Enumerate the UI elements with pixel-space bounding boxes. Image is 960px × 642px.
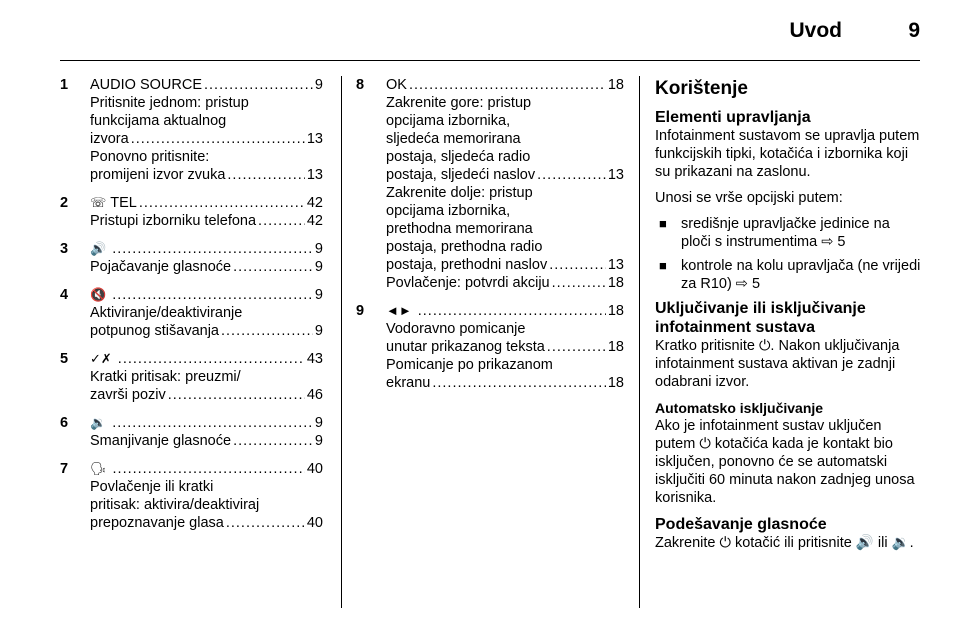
- control-entry: [60, 240, 323, 276]
- entry-line: [386, 112, 624, 130]
- page-reference: 18: [607, 375, 624, 391]
- entry-line: [90, 148, 323, 166]
- dot-leader: [112, 414, 313, 432]
- entry-line: [90, 94, 323, 112]
- entry-line: [386, 338, 624, 356]
- entry-text: postaja, prethodna radio: [386, 239, 543, 255]
- page-reference: 46: [306, 387, 323, 403]
- control-symbol-icon: 🗣: [90, 461, 107, 476]
- subheading-volume: Podešavanje glasnoće: [655, 516, 827, 533]
- page-reference: 9: [314, 323, 323, 339]
- dot-leader: [139, 194, 305, 212]
- entry-text: postaja, prethodni naslov: [386, 257, 548, 273]
- page-reference: 13: [306, 131, 323, 147]
- entry-line: [386, 274, 624, 292]
- entry-line: [90, 322, 323, 340]
- entry-line: [90, 194, 323, 212]
- control-symbol-icon: 🔉: [90, 415, 107, 430]
- entry-line: [90, 130, 323, 148]
- entry-text: Zakrenite gore: pristup: [386, 95, 532, 111]
- page-reference: 40: [306, 515, 323, 531]
- dot-leader: [168, 386, 305, 404]
- entry-text: Zakrenite dolje: pristup: [386, 185, 533, 201]
- entry-body: [90, 460, 323, 532]
- dot-leader: [221, 322, 313, 340]
- entry-text: Aktiviranje/deaktiviranje: [90, 305, 243, 321]
- entry-text: funkcijama aktualnog: [90, 113, 227, 129]
- controls-list-middle: [356, 76, 624, 402]
- page-reference: 18: [607, 275, 624, 291]
- dot-leader: [432, 374, 606, 392]
- entry-line: [90, 212, 323, 230]
- page-reference: 9: [314, 259, 323, 275]
- control-entry: [60, 414, 323, 450]
- entry-line: [90, 368, 323, 386]
- control-symbol-icon: ◄►: [386, 303, 412, 318]
- subheading-power: Uključivanje ili isključivanje infotainment sustava: [655, 300, 866, 336]
- entry-line: [90, 386, 323, 404]
- dot-leader: [537, 166, 606, 184]
- section-heading: Korištenje: [655, 78, 748, 99]
- entry-line: [386, 148, 624, 166]
- entry-body: [90, 76, 323, 184]
- bullet-item: [655, 215, 923, 251]
- entry-body: [90, 240, 323, 276]
- paragraph: Unosi se vrše opcijski putem:: [655, 190, 843, 206]
- control-entry: [60, 350, 323, 404]
- entry-text: Ponovno pritisnite:: [90, 149, 210, 165]
- entry-text: Pritisnite jednom: pristup: [90, 95, 249, 111]
- dot-leader: [118, 350, 305, 368]
- entry-line: [90, 414, 323, 432]
- entry-line: [386, 220, 624, 238]
- page-reference: 13: [607, 257, 624, 273]
- entry-line: [386, 202, 624, 220]
- entry-number: 3: [60, 241, 69, 257]
- control-symbol-icon: ☏: [90, 195, 107, 210]
- dot-leader: [226, 514, 305, 532]
- bullet-text: središnje upravljačke jedinice na ploči s instrumentima ⇨ 5: [681, 216, 890, 250]
- page-title: Uvod: [789, 19, 842, 42]
- control-entry: [356, 302, 624, 392]
- control-symbol-icon: 🔇: [90, 287, 107, 302]
- paragraph: Kratko pritisnite ⏻. Nakon uključivanja infotainment sustava aktivan je zadnji odabrani izvor.: [655, 338, 900, 390]
- dot-leader: [112, 286, 313, 304]
- entry-text: Smanjivanje glasnoće: [90, 433, 232, 449]
- entry-line: [386, 374, 624, 392]
- dot-leader: [258, 212, 305, 230]
- entry-text: TEL: [110, 195, 137, 211]
- entry-text: unutar prikazanog teksta: [386, 339, 545, 355]
- dot-leader: [233, 258, 313, 276]
- entry-text: izvora: [90, 131, 129, 147]
- usage-section: [655, 76, 923, 560]
- dot-leader: [549, 256, 606, 274]
- subheading-controls: Elementi upravljanja: [655, 109, 811, 126]
- entry-line: [90, 514, 323, 532]
- entry-line: [90, 286, 323, 304]
- page-reference: 18: [607, 339, 624, 355]
- page-reference: 9: [314, 433, 323, 449]
- entry-line: [386, 94, 624, 112]
- entry-line: [386, 238, 624, 256]
- entry-text: OK: [386, 77, 407, 93]
- entry-line: [386, 320, 624, 338]
- page-reference: 13: [306, 167, 323, 183]
- dot-leader: [131, 130, 305, 148]
- dot-leader: [547, 338, 606, 356]
- entry-body: [386, 76, 624, 292]
- entry-body: [90, 286, 323, 340]
- entry-number: 5: [60, 351, 69, 367]
- entry-number: 7: [60, 461, 69, 477]
- entry-number: 8: [356, 77, 365, 93]
- dot-leader: [227, 166, 304, 184]
- entry-line: [90, 460, 323, 478]
- page-reference: 9: [314, 77, 323, 93]
- control-entry: [60, 194, 323, 230]
- page-reference: 42: [306, 195, 323, 211]
- entry-text: Kratki pritisak: preuzmi/: [90, 369, 241, 385]
- entry-text: prethodna memorirana: [386, 221, 533, 237]
- entry-line: [90, 76, 323, 94]
- entry-line: [386, 130, 624, 148]
- entry-text: Vodoravno pomicanje: [386, 321, 526, 337]
- entry-line: [90, 240, 323, 258]
- entry-text: opcijama izbornika,: [386, 113, 511, 129]
- page-reference: 42: [306, 213, 323, 229]
- entry-number: 1: [60, 77, 69, 93]
- entry-text: ekranu: [386, 375, 431, 391]
- page-number: 9: [908, 19, 920, 42]
- entry-line: [90, 304, 323, 322]
- page-reference: 40: [306, 461, 323, 477]
- controls-list-left: [60, 76, 323, 542]
- page-reference: 9: [314, 415, 323, 431]
- subheading-auto-off: Automatsko isključivanje: [655, 400, 824, 416]
- entry-text: Pristupi izborniku telefona: [90, 213, 257, 229]
- entry-number: 4: [60, 287, 69, 303]
- entry-line: [90, 258, 323, 276]
- paragraph: Infotainment sustavom se upravlja putem funkcijskih tipki, kotačića i izbornika koji su prikazani na zaslonu.: [655, 128, 920, 180]
- entry-number: 9: [356, 303, 365, 319]
- entry-text: postaja, sljedeći naslov: [386, 167, 536, 183]
- entry-text: prepoznavanje glasa: [90, 515, 224, 531]
- column-divider: [341, 76, 342, 608]
- entry-body: [90, 194, 323, 230]
- entry-body: [90, 350, 323, 404]
- page-reference: 9: [314, 287, 323, 303]
- dot-leader: [233, 432, 313, 450]
- page-reference: 9: [314, 241, 323, 257]
- entry-line: [386, 302, 624, 320]
- entry-line: [90, 350, 323, 368]
- entry-text: AUDIO SOURCE: [90, 77, 202, 93]
- entry-line: [90, 166, 323, 184]
- entry-line: [90, 478, 323, 496]
- page-reference: 18: [607, 77, 624, 93]
- entry-body: [90, 414, 323, 450]
- control-entry: [356, 76, 624, 292]
- dot-leader: [204, 76, 313, 94]
- paragraph: Ako je infotainment sustav uključen putem ⏻ kotačića kada je kontakt bio isključen, ponovno će se automatski isključiti 60 minuta nakon zadnjeg unosa korisnika.: [655, 418, 915, 506]
- entry-text: promijeni izvor zvuka: [90, 167, 226, 183]
- entry-line: [386, 76, 624, 94]
- entry-text: pritisak: aktivira/deaktiviraj: [90, 497, 260, 513]
- control-entry: [60, 286, 323, 340]
- control-symbol-icon: 🔊: [90, 241, 107, 256]
- entry-text: Pomicanje po prikazanom: [386, 357, 553, 373]
- page-reference: 13: [607, 167, 624, 183]
- entry-text: sljedeća memorirana: [386, 131, 521, 147]
- dot-leader: [113, 460, 305, 478]
- entry-text: završi poziv: [90, 387, 166, 403]
- dot-leader: [552, 274, 606, 292]
- column-divider: [639, 76, 640, 608]
- bullet-text: kontrole na kolu upravljača (ne vrijedi za R10) ⇨ 5: [681, 258, 921, 292]
- page-reference: 43: [306, 351, 323, 367]
- entry-text: opcijama izbornika,: [386, 203, 511, 219]
- header-divider: [60, 60, 920, 61]
- control-symbol-icon: ✓✗: [90, 351, 112, 366]
- entry-text: Pojačavanje glasnoće: [90, 259, 232, 275]
- entry-line: [386, 166, 624, 184]
- bullet-square-icon: ■: [659, 258, 667, 273]
- dot-leader: [112, 240, 313, 258]
- paragraph: Zakrenite ⏻ kotačić ili pritisnite 🔊 ili 🔉.: [655, 535, 914, 551]
- page-reference: 18: [607, 303, 624, 319]
- dot-leader: [418, 302, 606, 320]
- entry-line: [90, 432, 323, 450]
- bullet-square-icon: ■: [659, 216, 667, 231]
- entry-text: postaja, sljedeća radio: [386, 149, 531, 165]
- control-entry: [60, 460, 323, 532]
- control-entry: [60, 76, 323, 184]
- entry-text: potpunog stišavanja: [90, 323, 219, 339]
- entry-line: [90, 496, 323, 514]
- entry-text: Povlačenje: potvrdi akciju: [386, 275, 550, 291]
- entry-body: [386, 302, 624, 392]
- entry-number: 2: [60, 195, 69, 211]
- dot-leader: [409, 76, 606, 94]
- entry-line: [386, 184, 624, 202]
- entry-line: [90, 112, 323, 130]
- entry-line: [386, 356, 624, 374]
- entry-number: 6: [60, 415, 69, 431]
- entry-text: Povlačenje ili kratki: [90, 479, 214, 495]
- bullet-item: [655, 257, 923, 293]
- page-header: [0, 0, 960, 60]
- entry-line: [386, 256, 624, 274]
